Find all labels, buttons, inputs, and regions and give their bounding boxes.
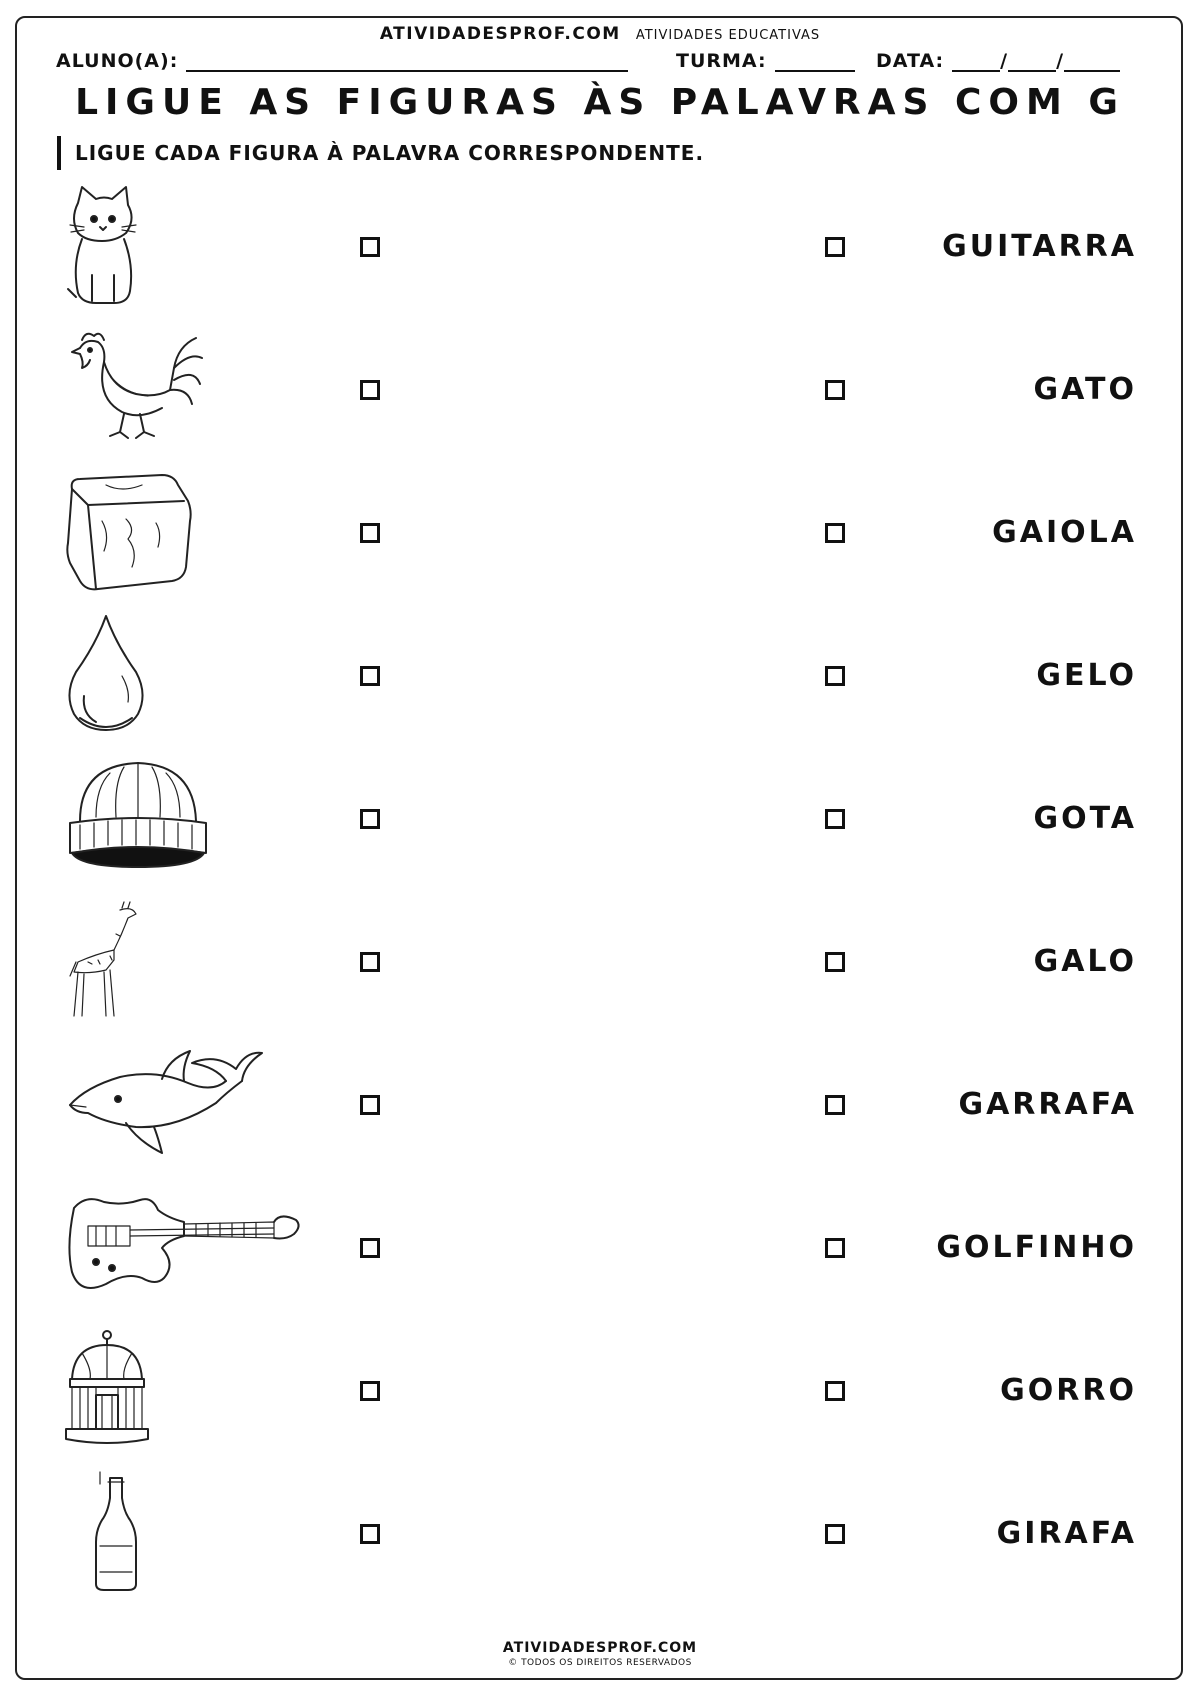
match-row <box>0 1321 1200 1464</box>
word-checkbox[interactable] <box>825 237 845 257</box>
date-year-line[interactable] <box>1064 52 1120 72</box>
word-checkbox[interactable] <box>825 523 845 543</box>
match-row <box>0 463 1200 606</box>
word-label: GOTA <box>1033 801 1137 836</box>
match-row <box>0 1464 1200 1607</box>
picture-checkbox[interactable] <box>360 1381 380 1401</box>
class-label: TURMA: <box>676 50 767 72</box>
site-tagline: ATIVIDADES EDUCATIVAS <box>635 28 821 43</box>
beanie-icon <box>66 757 316 882</box>
date-day-line[interactable] <box>952 52 1000 72</box>
student-info-fields <box>56 50 1146 80</box>
student-name-field <box>56 50 628 72</box>
footer-site: ATIVIDADESPROF.COM <box>502 1640 698 1656</box>
picture-checkbox[interactable] <box>360 809 380 829</box>
word-checkbox[interactable] <box>825 1095 845 1115</box>
student-name-line[interactable] <box>186 52 628 72</box>
class-line[interactable] <box>775 52 855 72</box>
match-row <box>0 892 1200 1035</box>
date-month-line[interactable] <box>1008 52 1056 72</box>
date-slash: / <box>1056 50 1065 72</box>
match-row <box>0 1035 1200 1178</box>
ice-cube-icon <box>66 471 316 596</box>
giraffe-icon <box>66 900 316 1025</box>
word-label: GELO <box>1036 658 1137 693</box>
word-label: GIRAFA <box>996 1516 1137 1551</box>
word-label: GAIOLA <box>992 515 1137 550</box>
word-checkbox[interactable] <box>825 1381 845 1401</box>
bottle-icon <box>66 1472 316 1597</box>
site-name: ATIVIDADESPROF.COM <box>379 24 621 44</box>
rooster-icon <box>66 328 316 453</box>
word-checkbox[interactable] <box>825 1238 845 1258</box>
date-slash: / <box>1000 50 1009 72</box>
footer-copyright: © TODOS OS DIREITOS RESERVADOS <box>508 1658 692 1668</box>
picture-checkbox[interactable] <box>360 380 380 400</box>
word-label: GALO <box>1033 944 1137 979</box>
site-header <box>0 24 1200 44</box>
word-label: GARRAFA <box>958 1087 1137 1122</box>
cat-icon <box>66 185 316 310</box>
picture-checkbox[interactable] <box>360 1238 380 1258</box>
match-row <box>0 749 1200 892</box>
word-label: GOLFINHO <box>936 1230 1137 1265</box>
page-title: LIGUE AS FIGURAS ÀS PALAVRAS COM G <box>75 82 1125 123</box>
picture-checkbox[interactable] <box>360 952 380 972</box>
date-field <box>876 50 1120 72</box>
match-row <box>0 177 1200 320</box>
picture-checkbox[interactable] <box>360 523 380 543</box>
word-checkbox[interactable] <box>825 952 845 972</box>
water-drop-icon <box>66 614 316 739</box>
word-label: GORRO <box>1000 1373 1137 1408</box>
match-row <box>0 320 1200 463</box>
date-label: DATA: <box>876 50 945 72</box>
word-label: GUITARRA <box>942 229 1137 264</box>
picture-checkbox[interactable] <box>360 666 380 686</box>
picture-checkbox[interactable] <box>360 1095 380 1115</box>
match-row <box>0 1178 1200 1321</box>
word-checkbox[interactable] <box>825 666 845 686</box>
student-label: ALUNO(A): <box>56 50 179 72</box>
word-checkbox[interactable] <box>825 380 845 400</box>
word-checkbox[interactable] <box>825 809 845 829</box>
dolphin-icon <box>66 1043 316 1168</box>
match-row <box>0 606 1200 749</box>
guitar-icon <box>66 1186 316 1311</box>
word-checkbox[interactable] <box>825 1524 845 1544</box>
footer <box>0 1640 1200 1668</box>
picture-checkbox[interactable] <box>360 237 380 257</box>
class-field <box>676 50 855 72</box>
picture-checkbox[interactable] <box>360 1524 380 1544</box>
word-label: GATO <box>1033 372 1137 407</box>
instruction: LIGUE CADA FIGURA À PALAVRA CORRESPONDENTE. <box>57 136 704 170</box>
birdcage-icon <box>66 1329 316 1454</box>
